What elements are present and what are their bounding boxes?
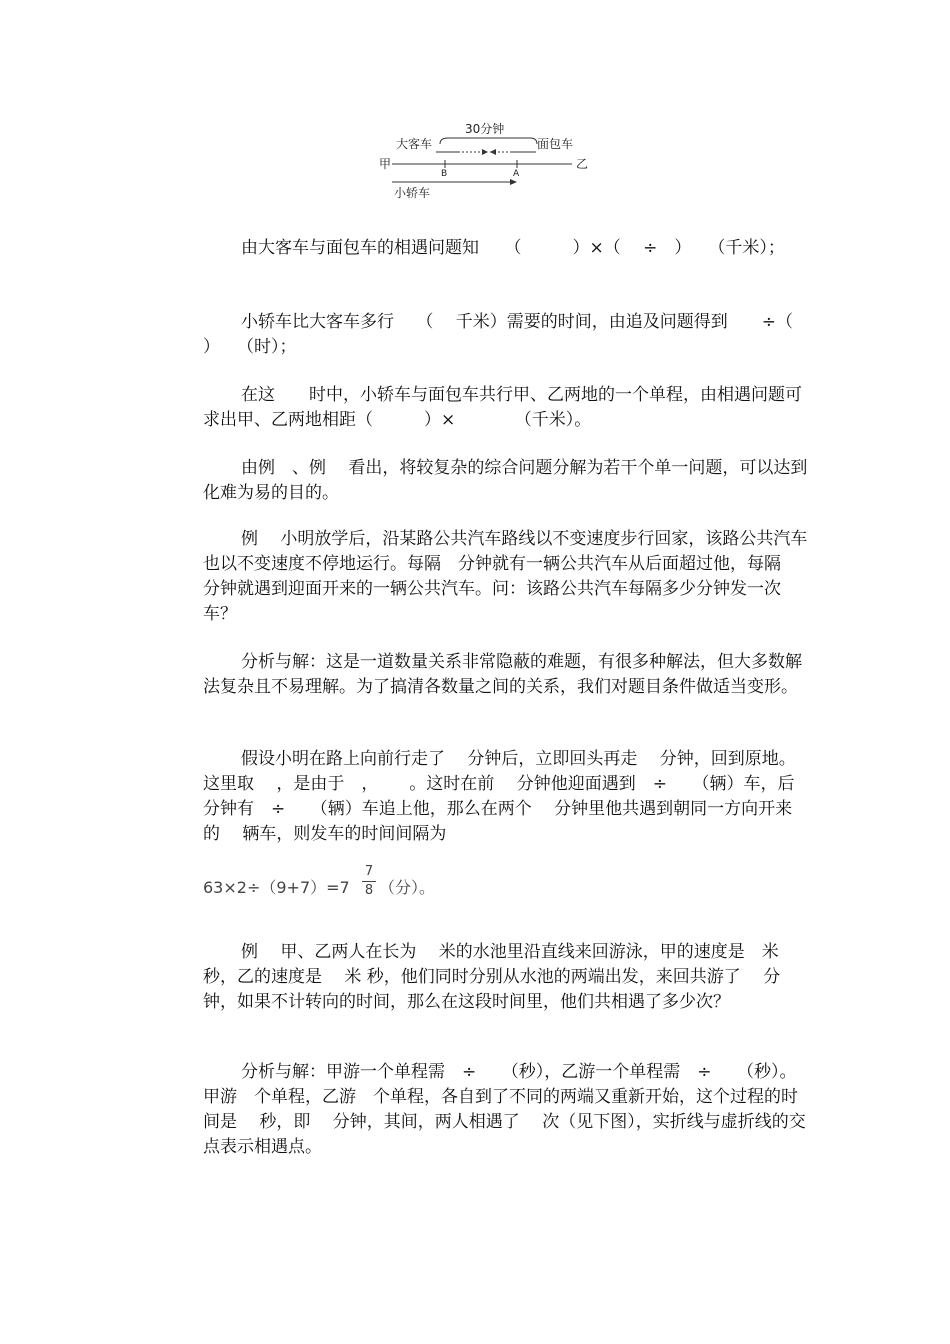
van-arrowhead bbox=[490, 149, 496, 155]
motion-diagram bbox=[370, 118, 600, 206]
fraction-numerator: 7 bbox=[364, 864, 374, 879]
formula bbox=[203, 862, 463, 910]
paragraph-8: 例 甲、乙两人在长为 米的水池里沿直线来回游泳，甲的速度是 米 秒，乙的速度是 米 秒，他们同时分别从水池的两端出发，来回共游了 分钟，如果不计转向的时间，那么在这段时间里，他们共相遇了多少次？ bbox=[203, 942, 785, 1012]
paragraph-9: 分析与解：甲游一个单程需 ÷ （秒），乙游一个单程需 ÷ （秒）。甲游 个单程，乙游 个单程，各自到了不同的两端又重新开始，这个过程的时间是 秒，即 分钟，其间，两人相遇了 次（见下图），实折线与虚折线的交点表示相遇点。 bbox=[203, 1062, 806, 1157]
label-van: 面包车 bbox=[537, 137, 574, 151]
formula-fraction bbox=[362, 864, 376, 899]
paragraph-7: 假设小明在路上向前行走了 分钟后，立即回头再走 分钟，回到原地。这里取 ，是由于 ， 。这时在前 分钟他迎面遇到 ÷ （辆）车，后 分钟有 ÷ （辆）车追上他，那么在两个 分钟里他共遇到朝同一方向开来的 辆车，则发车的时间间隔为 bbox=[203, 749, 817, 844]
paragraph-6: 分析与解：这是一道数量关系非常隐蔽的难题，有很多种解法，但大多数解法复杂且不易理解。为了搞清各数量之间的关系，我们对题目条件做适当变形。 bbox=[203, 652, 802, 697]
formula-main: 63×2÷（9+7）=7 bbox=[203, 878, 350, 897]
paragraph-1: 由大客车与面包车的相遇问题知 （ ）×（ ÷ ） （千米）； bbox=[241, 238, 785, 258]
label-jia: 甲 bbox=[379, 157, 392, 171]
paragraph-2: 小轿车比大客车多行 （ 千米）需要的时间，由追及问题得到 ÷（ ） （时）； bbox=[203, 312, 845, 357]
label-yi: 乙 bbox=[576, 157, 589, 171]
label-car: 小轿车 bbox=[394, 186, 431, 200]
label-bus: 大客车 bbox=[396, 137, 433, 151]
car-arrowhead bbox=[510, 179, 517, 185]
fraction-bar bbox=[362, 881, 376, 882]
formula-unit: （分）。 bbox=[379, 878, 436, 897]
label-30min: 30分钟 bbox=[465, 122, 505, 136]
paragraph-3: 在这 时中，小轿车与面包车共行甲、乙两地的一个单程，由相遇问题可求出甲、乙两地相距（ ）× （千米）。 bbox=[203, 385, 802, 430]
paragraph-4: 由例 、例 看出，将较复杂的综合问题分解为若干个单一问题，可以达到化难为易的目的。 bbox=[203, 458, 808, 503]
paragraph-5: 例 小明放学后，沿某路公共汽车路线以不变速度步行回家，该路公共汽车也以不变速度不停地运行。每隔 分钟就有一辆公共汽车从后面超过他，每隔 分钟就遇到迎面开来的一辆公共汽车。问：该路公共汽车每隔多少分钟发一次车？ bbox=[203, 529, 808, 624]
label-point-a: A bbox=[513, 169, 520, 179]
time-bracket bbox=[440, 138, 537, 144]
fraction-denominator: 8 bbox=[364, 883, 374, 898]
label-point-b: B bbox=[441, 169, 448, 179]
bus-arrowhead bbox=[482, 149, 488, 155]
motion-diagram-svg bbox=[370, 118, 600, 206]
